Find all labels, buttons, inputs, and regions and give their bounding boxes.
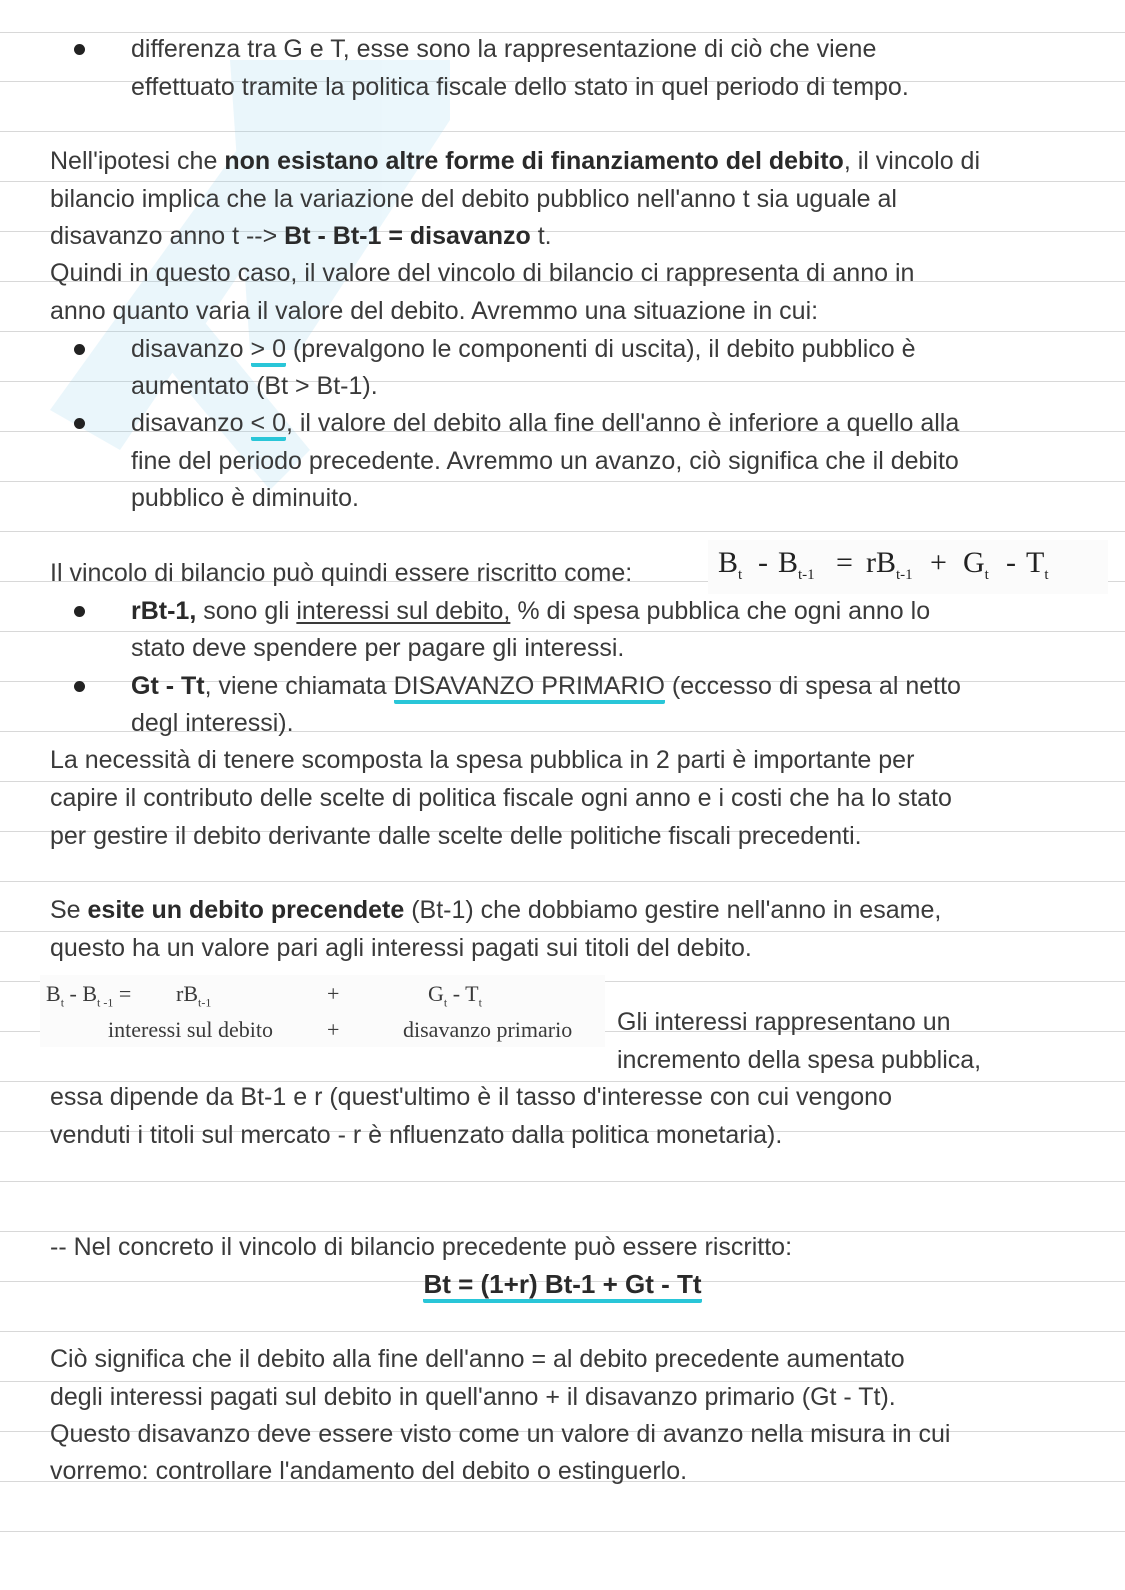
para6-line1: -- Nel concreto il vincolo di bilancio precedente può essere riscritto: [50,1233,793,1261]
para7-line2: degli interessi pagati sul debito in quell'anno + il disavanzo primario (Gt - Tt). [50,1383,896,1411]
highlight-lt-zero: < 0 [251,409,286,441]
highlight-primary-deficit: DISAVANZO PRIMARIO [394,672,665,704]
bullet1-line1: differenza tra G e T, esse sono la rappresentazione di ciò che viene [131,35,877,63]
para7-line1: Ciò significa che il debito alla fine dell'anno = al debito precedente aumentato [50,1345,905,1373]
para5-line3: essa dipende da Bt-1 e r (quest'ultimo è il tasso d'interesse con cui vengono [50,1083,892,1111]
para3-line3: per gestire il debito derivante dalle scelte delle politiche fiscali precedenti. [50,822,862,850]
para4-line2: questo ha un valore pari agli interessi pagati sui titoli del debito. [50,934,752,962]
bullet-dot [74,681,85,692]
formula-recursive-debt: Bt = (1+r) Bt-1 + Gt - Tt [0,1268,1125,1300]
budget-constraint-formula: $B_t$ - $B_{t-1}$ = $rB_{t-1}$ + $G_t$ - $T_t$ [708,540,1108,594]
para1-line4: Quindi in questo caso, il valore del vincolo di bilancio ci rappresenta di anno in [50,259,915,287]
bullet-dot [74,606,85,617]
para7-line4: vorremo: controllare l'andamento del debito o estinguerlo. [50,1457,688,1485]
bullet5-line2: degl interessi). [131,709,294,737]
bullet4-line1: rBt-1, sono gli interessi sul debito, % di spesa pubblica che ogni anno lo [131,597,931,625]
bullet3-line1: disavanzo < 0, il valore del debito alla fine dell'anno è inferiore a quello alla [131,408,959,438]
para5-line2: incremento della spesa pubblica, [617,1046,982,1074]
para3-line1: La necessità di tenere scomposta la spesa pubblica in 2 parti è importante per [50,746,915,774]
para7-line3: Questo disavanzo deve essere visto come un valore di avanzo nella misura in cui [50,1420,951,1448]
bullet-dot [74,344,85,355]
bullet2-line1: disavanzo > 0 (prevalgono le componenti di uscita), il debito pubblico è [131,334,916,364]
para2-line: Il vincolo di bilancio può quindi essere riscritto come: [50,559,633,587]
bullet2-line2: aumentato (Bt > Bt-1). [131,372,378,400]
bullet-dot [74,44,85,55]
para1-line3: disavanzo anno t --> Bt - Bt-1 = disavanzo t. [50,222,552,250]
para3-line2: capire il contributo delle scelte di politica fiscale ogni anno e i costi che ha lo stato [50,784,952,812]
underlined-interest: interessi sul debito, [296,597,511,625]
para1-line5: anno quanto varia il valore del debito. Avremmo una situazione in cui: [50,297,819,325]
para1-bold-phrase: non esistano altre forme di finanziamento del debito [224,147,844,175]
para5-line1: Gli interessi rappresentano un [617,1008,951,1036]
para1-line1: Nell'ipotesi che non esistano altre forme di finanziamento del debito, il vincolo di [50,147,981,175]
bullet1-line2: effettuato tramite la politica fiscale dello stato in quel periodo di tempo. [131,73,909,101]
bullet-dot [74,418,85,429]
para1-line2: bilancio implica che la variazione del debito pubblico nell'anno t sia uguale al [50,185,897,213]
highlight-gt-zero: > 0 [251,335,286,367]
para1-formula-bold: Bt - Bt-1 = disavanzo [284,222,531,250]
bullet3-line3: pubblico è diminuito. [131,484,359,512]
interest-decomposition-formula: $B_t - B_{t -1}$ = $rB_{t-1}$ + $G_t - T_t$ interessi sul debito + disavanzo primario [40,975,605,1047]
bullet3-line2: fine del periodo precedente. Avremmo un avanzo, ciò significa che il debito [131,447,959,475]
bullet5-line1: Gt - Tt, viene chiamata DISAVANZO PRIMARIO (eccesso di spesa al netto [131,671,961,701]
para5-line4: venduti i titoli sul mercato - r è nfluenzato dalla politica monetaria). [50,1121,783,1149]
para4-line1: Se esite un debito precendete (Bt-1) che dobbiamo gestire nell'anno in esame, [50,896,942,924]
bullet4-line2: stato deve spendere per pagare gli interessi. [131,634,625,662]
